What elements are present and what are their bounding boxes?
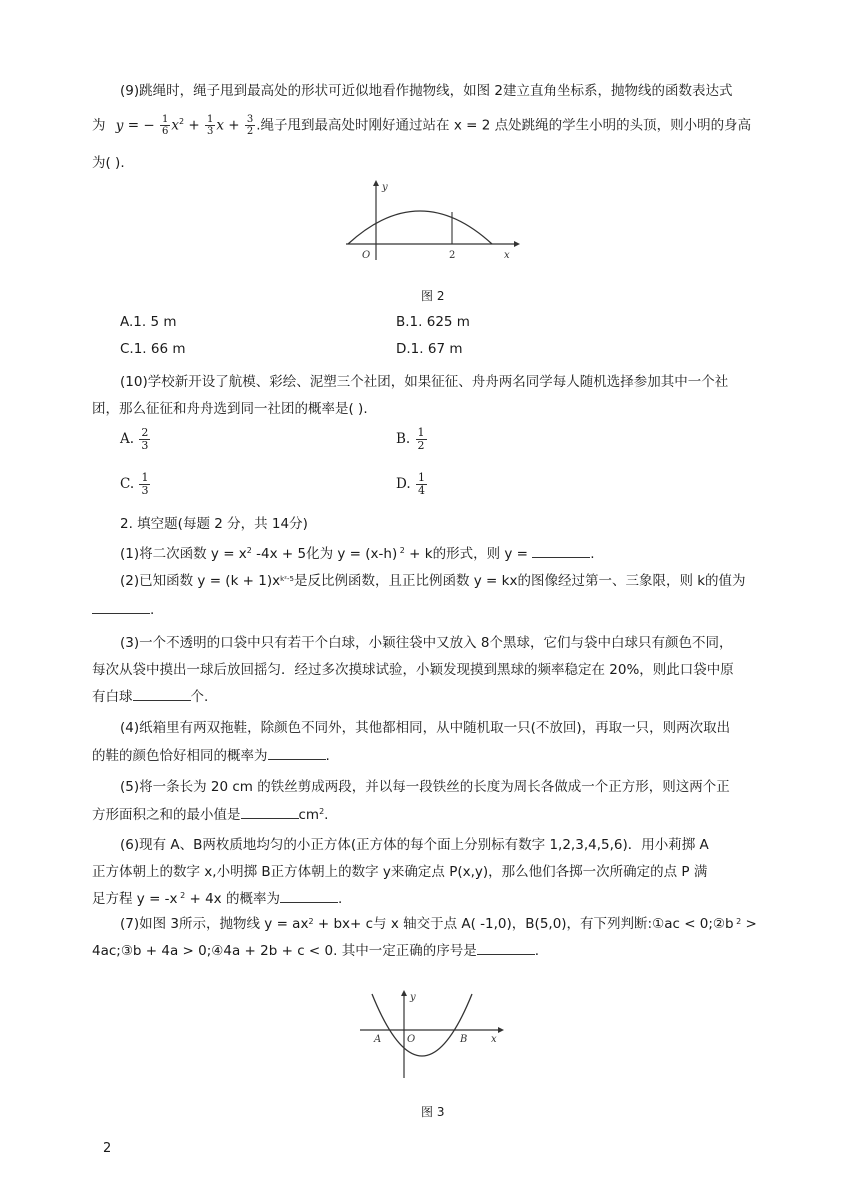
fill-q3-part-a: 有白球 [92, 689, 133, 705]
q9-option-d: D.1. 67 m [396, 341, 463, 357]
fill-q7-end: . [534, 943, 539, 959]
fill-q1-part-c: + k的形式，则 y = [404, 546, 528, 562]
q10-option-b [396, 425, 428, 453]
q10-option-b-fraction [416, 427, 427, 452]
fill-q7-blank[interactable] [477, 940, 535, 955]
formula-plus-2: + [228, 117, 240, 134]
fill-q6-line-3 [92, 888, 342, 909]
fill-q6-end: . [337, 891, 343, 907]
fill-q2-part-b: 是反比例函数，且正比例函数 y = kx的图像经过第一、三象限，则 k的值为 [293, 573, 746, 589]
q9-option-a: A.1. 5 m [120, 314, 177, 330]
formula-fraction-3 [245, 114, 255, 137]
formula-fraction-1 [160, 114, 170, 137]
q10-b-den: 2 [417, 439, 425, 452]
fill-q7-part-b: + bx+ c与 x 轴交于点 A( -1,0)，B(5,0)，有下列判断:①ac < 0;②b [313, 916, 734, 932]
fill-q7-sup-2: 2 [733, 917, 742, 926]
q9-line-2-prefix: 为 [92, 117, 106, 134]
q10-option-d-label: D. [396, 476, 411, 492]
fill-q1 [120, 543, 595, 564]
fill-q7-sup-1: 2 [308, 917, 314, 926]
formula-y: y [115, 117, 124, 134]
fig3-y-arrow [401, 990, 407, 996]
fill-q2-line-2 [92, 599, 154, 620]
q10-d-num: 1 [417, 471, 425, 484]
fill-q2-end: . [150, 602, 155, 618]
q10-option-c-label: C. [120, 476, 135, 492]
fill-q1-sup2: 2 [397, 546, 405, 555]
q9-option-c: C.1. 66 m [120, 341, 186, 357]
figure-2-parabola [340, 178, 520, 264]
fill-q3-part-b: 个. [190, 689, 209, 705]
fill-q6-sup: 2 [177, 891, 186, 900]
fig2-curve [348, 211, 492, 244]
q9-line-2 [92, 114, 751, 137]
fill-q5-line-2 [92, 804, 328, 825]
q10-option-a [120, 425, 151, 453]
q10-c-den: 3 [141, 484, 149, 497]
fig2-label-2: 2 [449, 250, 456, 261]
fill-q3-line-2: 每次从袋中摸出一球后放回摇匀．经过多次摸球试验，小颖发现摸到黑球的频率稳定在 20%，则此口袋中原 [92, 662, 734, 678]
f3-den: 2 [246, 126, 254, 137]
fig3-label-x: x [491, 1034, 497, 1045]
q10-option-a-label: A. [120, 431, 135, 447]
fig2-label-o: O [362, 250, 371, 261]
fill-q6-part-a: 足方程 y = -x [92, 891, 178, 907]
q10-option-b-label: B. [396, 431, 411, 447]
fig2-label-y: y [382, 182, 388, 193]
fill-q3-line-3 [92, 686, 208, 707]
q10-b-num: 1 [417, 426, 425, 439]
fill-q6-blank[interactable] [280, 888, 338, 903]
fig2-y-arrow [373, 180, 379, 186]
fill-q7-part-d: 4ac;③b + 4a > 0;④4a + 2b + c < 0. 其中一定正确的序号是 [92, 943, 477, 959]
fill-q2 [120, 571, 746, 591]
fig2-label-x: x [504, 250, 510, 261]
fill-q4-blank[interactable] [268, 745, 326, 760]
q10-option-d-fraction [416, 472, 427, 497]
f2-num: 1 [206, 114, 214, 125]
fill-q1-part-b: -4x + 5化为 y = (x-h) [251, 546, 398, 562]
fig3-label-b: B [460, 1034, 468, 1045]
formula-eq: = − [127, 117, 155, 134]
fill-q5-end: . [324, 807, 329, 823]
fill-q7-line-1 [120, 914, 757, 934]
f2-den: 3 [206, 126, 214, 137]
fill-q7-part-a: (7)如图 3所示，抛物线 y = ax [120, 916, 309, 932]
figure-3-caption: 图 3 [421, 1105, 445, 1119]
fill-q5-part-a: 方形面积之和的最小值是 [92, 807, 241, 823]
fill-q4-line-2 [92, 745, 330, 766]
fill-q4-part-b: . [325, 748, 330, 764]
figure-2-caption: 图 2 [421, 289, 445, 303]
fill-q6-part-b: + 4x 的概率为 [185, 891, 280, 907]
fill-q2-sup: k²-5 [280, 575, 294, 583]
fill-q2-part-a: (2)已知函数 y = (k + 1)x [120, 573, 281, 589]
fill-q5-unit: cm [298, 807, 320, 823]
q9-option-b: B.1. 625 m [396, 314, 470, 330]
fill-q6-line-2: 正方体朝上的数字 x,小明掷 B正方体朝上的数字 y来确定点 P(x,y)，那么他们各掷一次所确定的点 P 满 [92, 864, 708, 880]
fill-q1-blank[interactable] [532, 543, 590, 558]
q10-a-den: 3 [141, 439, 149, 452]
formula-plus-1: + [188, 117, 200, 134]
formula-x2: x [171, 117, 179, 134]
f3-num: 3 [246, 114, 254, 125]
q9-line-2-suffix: .绳子甩到最高处时刚好通过站在 x = 2 点处跳绳的学生小明的头顶，则小明的身高 [256, 117, 752, 134]
fill-q7-line-2 [92, 940, 539, 961]
q10-line-2: 团，那么征征和舟舟选到同一社团的概率是( ). [92, 401, 368, 417]
section-2-heading: 2. 填空题(每题 2 分，共 14分) [120, 516, 308, 532]
q10-option-d [396, 470, 428, 498]
fill-q4-line-1: (4)纸箱里有两双拖鞋，除颜色不同外，其他都相同，从中随机取一只(不放回)，再取一只，则两次取出 [120, 720, 731, 736]
fill-q1-end: . [590, 546, 595, 562]
q10-option-a-fraction [139, 427, 150, 452]
fill-q1-sup: 2 [246, 546, 252, 555]
fill-q5-blank[interactable] [241, 804, 299, 819]
q10-option-c-fraction [139, 472, 150, 497]
fill-q4-part-a: 的鞋的颜色恰好相同的概率为 [92, 748, 268, 764]
q10-c-num: 1 [141, 471, 149, 484]
fill-q5-line-1: (5)将一条长为 20 cm 的铁丝剪成两段，并以每一段铁丝的长度为周长各做成一个正方形，则这两个正 [120, 779, 730, 795]
f1-num: 1 [161, 114, 169, 125]
q10-a-num: 2 [141, 426, 149, 439]
fill-q2-blank[interactable] [92, 599, 150, 614]
formula-x: x [216, 117, 224, 134]
fig3-label-o: O [407, 1034, 416, 1045]
fill-q1-part-a: (1)将二次函数 y = x [120, 546, 247, 562]
fig3-curve [372, 994, 472, 1056]
f1-den: 6 [161, 126, 169, 137]
fig3-x-arrow [498, 1027, 504, 1033]
fill-q6-line-1: (6)现有 A、B两枚质地均匀的小正方体(正方体的每个面上分别标有数字 1,2,3,4,5,6)．用小莉掷 A [120, 837, 709, 853]
page-number: 2 [103, 1141, 112, 1156]
fill-q3-line-1: (3)一个不透明的口袋中只有若干个白球，小颖往袋中又放入 8个黑球，它们与袋中白球只有颜色不同， [120, 635, 733, 651]
fig3-label-y: y [410, 992, 416, 1003]
q10-option-c [120, 470, 151, 498]
fill-q5-sup: 2 [319, 807, 325, 816]
q9-line-3: 为( ). [92, 155, 125, 171]
fig3-label-a: A [374, 1034, 382, 1045]
fig2-x-arrow [514, 241, 520, 247]
formula-sq: 2 [178, 117, 185, 126]
q10-d-den: 4 [417, 484, 425, 497]
formula-fraction-2 [205, 114, 215, 137]
figure-3-parabola [358, 990, 506, 1080]
fill-q7-part-c: > [741, 916, 757, 932]
q9-line-1: (9)跳绳时，绳子甩到最高处的形状可近似地看作抛物线，如图 2建立直角坐标系，抛物线的函数表达式 [120, 83, 733, 99]
q10-line-1: (10)学校新开设了航模、彩绘、泥塑三个社团，如果征征、舟舟两名同学每人随机选择参加其中一个社 [120, 374, 729, 390]
fill-q3-blank[interactable] [133, 686, 191, 701]
